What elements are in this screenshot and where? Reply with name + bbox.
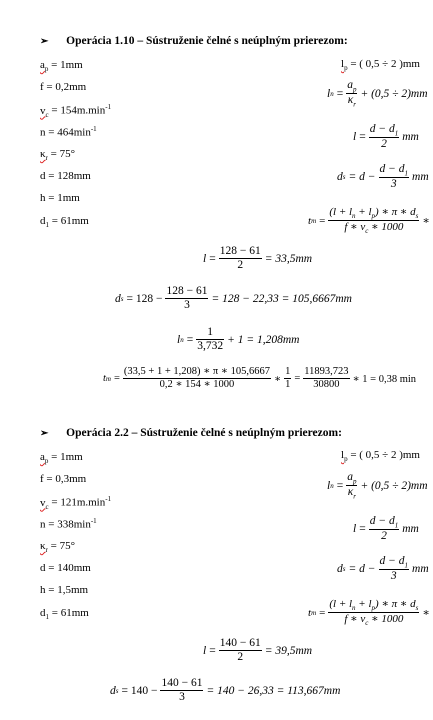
param-kr: $\kappa_r = 75^\circ$ [40, 540, 75, 555]
param-d: d = 128mm [40, 170, 91, 182]
formula-ds: d s = d − $\frac{d - d_1}{3}$ mm [337, 555, 429, 583]
formula-tm: t m = $\frac{(l + l_n + l_p) ∗ \pi ∗ d_s}{f ∗ v_c ∗ 1000}$ ∗ [308, 206, 430, 236]
section-2-header [40, 427, 342, 439]
formula-l: l = $\frac{d - d_1}{2}$ mm [353, 515, 419, 543]
formula-ln: l n = $\frac{a_p}{\kappa_r}$ + (0,5 ÷ 2)mm [327, 79, 428, 109]
bullet-arrow-icon: ➢ [40, 36, 49, 47]
param-d1: $d_1 = 61mm$ [40, 607, 89, 622]
formula-tm: t m = $\frac{(l + l_n + l_p) ∗ \pi ∗ d_s}{f ∗ v_c ∗ 1000}$ ∗ [308, 598, 430, 628]
param-ap: $a_p = 1mm$ [40, 59, 83, 74]
param-d: d = 140mm [40, 562, 91, 574]
param-lp: $l_p$ = ( 0,5 ÷ 2 )mm [341, 58, 420, 73]
param-vc: $v_c = 121m.\min^{-1}$ [40, 495, 112, 511]
param-n: $n = 464\min^{-1}$ [40, 125, 97, 139]
section-1-header [40, 35, 348, 47]
param-n: $n = 338\min^{-1}$ [40, 517, 97, 531]
calc-tm-1: t m = $\frac{(33,5 + 1 + 1,208) ∗ \pi ∗ 105,6667}{0,2 ∗ 154 ∗ 1000}$ ∗ $\frac{1}{1}$ = $\frac{11893,723}{30800}$ ∗ 1 = 0,38 min [103, 366, 417, 391]
param-kr: $\kappa_r = 75^\circ$ [40, 148, 75, 163]
calc-ds-1: d s = 128 − $\frac{128 - 61}{3}$ = 128 − 22,33 = 105,6667mm [115, 285, 352, 312]
formula-l: l = $\frac{d - d_1}{2}$ mm [353, 123, 419, 151]
param-h: h = 1,5mm [40, 584, 89, 596]
formula-ds: d s = d − $\frac{d - d_1}{3}$ mm [337, 163, 429, 191]
param-f: f = 0,2mm [40, 81, 87, 93]
formula-ln: l n = $\frac{a_p}{\kappa_r}$ + (0,5 ÷ 2)mm [327, 471, 428, 501]
param-f: f = 0,3mm [40, 473, 87, 485]
param-ap: $a_p = 1mm$ [40, 451, 83, 466]
param-lp: $l_p$ = ( 0,5 ÷ 2 )mm [341, 449, 420, 464]
param-d1: $d_1 = 61mm$ [40, 215, 89, 230]
calc-l-1: l = $\frac{128 - 61}{2}$ = 33,5mm [203, 245, 313, 272]
section-1-title: Operácia 1.10 – Sústruženie čelné s neúplným prierezom: [66, 35, 348, 47]
calc-ds-2: d s = 140 − $\frac{140 - 61}{3}$ = 140 − 26,33 = 113,667mm [110, 677, 341, 704]
calc-ln-1: l n = $\frac{1}{3,732}$ + 1 = 1,208mm [177, 326, 300, 353]
param-h: h = 1mm [40, 192, 80, 204]
calc-l-2: l = $\frac{140 - 61}{2}$ = 39,5mm [203, 637, 313, 664]
param-vc: $v_c = 154m.\min^{-1}$ [40, 103, 112, 119]
section-2-title: Operácia 2.2 – Sústruženie čelné s neúplným prierezom: [66, 427, 342, 439]
bullet-arrow-icon: ➢ [40, 428, 49, 439]
